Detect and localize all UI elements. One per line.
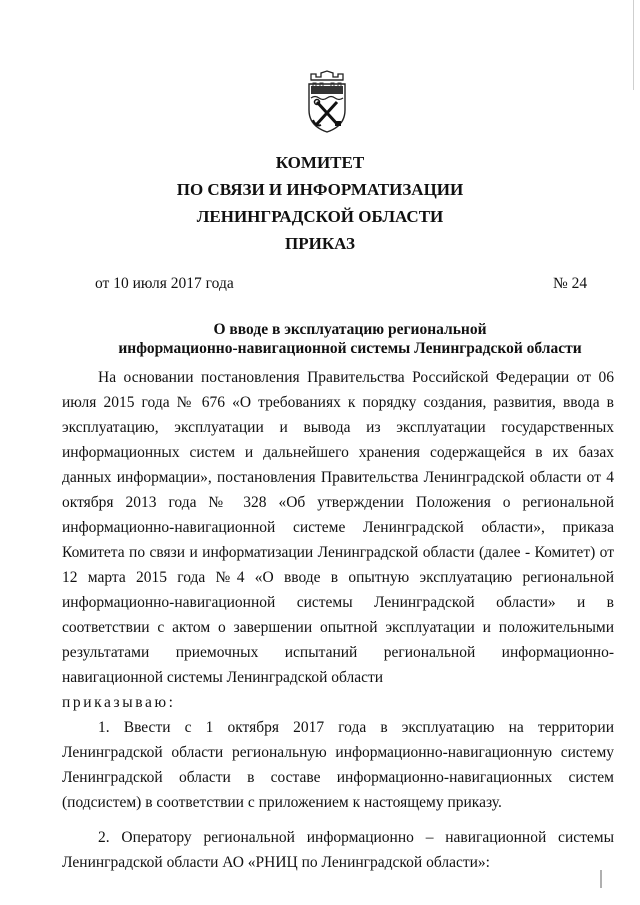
committee-name-line: ПО СВЯЗИ И ИНФОРМАТИЗАЦИИ bbox=[176, 180, 464, 199]
region-line: ЛЕНИНГРАДСКОЙ ОБЛАСТИ bbox=[196, 207, 444, 226]
order-title-line-1: О вводе в эксплуатацию региональной bbox=[213, 321, 487, 338]
order-item-1: 1. Ввести с 1 октября 2017 года в эксплуатацию на территории Ленинградской области региональную информационно-навигационную систему Ленинградской области в составе информационно-навигационных систем (подсистем) в соответствии с приложением к настоящему приказу. bbox=[62, 719, 614, 811]
order-item-2: 2. Оператору региональной информационно – навигационной системы Ленинградской области АО «РНИЦ по Ленинградской области»: bbox=[62, 829, 614, 871]
scan-mark bbox=[600, 870, 602, 888]
order-number: № 24 bbox=[553, 275, 588, 292]
coat-of-arms-icon bbox=[305, 70, 349, 134]
order-date: от 10 июля 2017 года bbox=[95, 275, 234, 292]
order-word bbox=[62, 690, 614, 715]
order-body bbox=[62, 365, 614, 875]
order-title-line-2: информационно-навигационной системы Ленинградской области bbox=[118, 340, 582, 357]
order-word-text: приказываю: bbox=[62, 694, 176, 711]
preamble-paragraph: На основании постановления Правительства Российской Федерации от 06 июля 2015 года № 676 «О требованиях к порядку создания, развития, ввода в эксплуатацию, эксплуатации и вывода из эксплуатации государственных информационных систем и дальнейшего хранения содержащейся в их базах данных информации», постановления Правительства Ленинградской области от 4 октября 2013 года № 328 «Об утверждении Положения о региональной информационно-навигационной системе Ленинградской области», приказа Комитета по связи и информатизации Ленинградской области (далее - Комитет) от 12 марта 2015 года №4 «О вводе в опытную эксплуатацию региональной информационно-навигационной системы Ленинградской области» и в соответствии с актом о завершении опытной эксплуатации и положительными результатами приемочных испытаний региональной информационно-навигационной системы Ленинградской области bbox=[62, 369, 614, 686]
committee-line: КОМИТЕТ bbox=[275, 153, 365, 172]
document-type: ПРИКАЗ bbox=[285, 234, 355, 253]
scan-edge-line bbox=[633, 0, 634, 90]
